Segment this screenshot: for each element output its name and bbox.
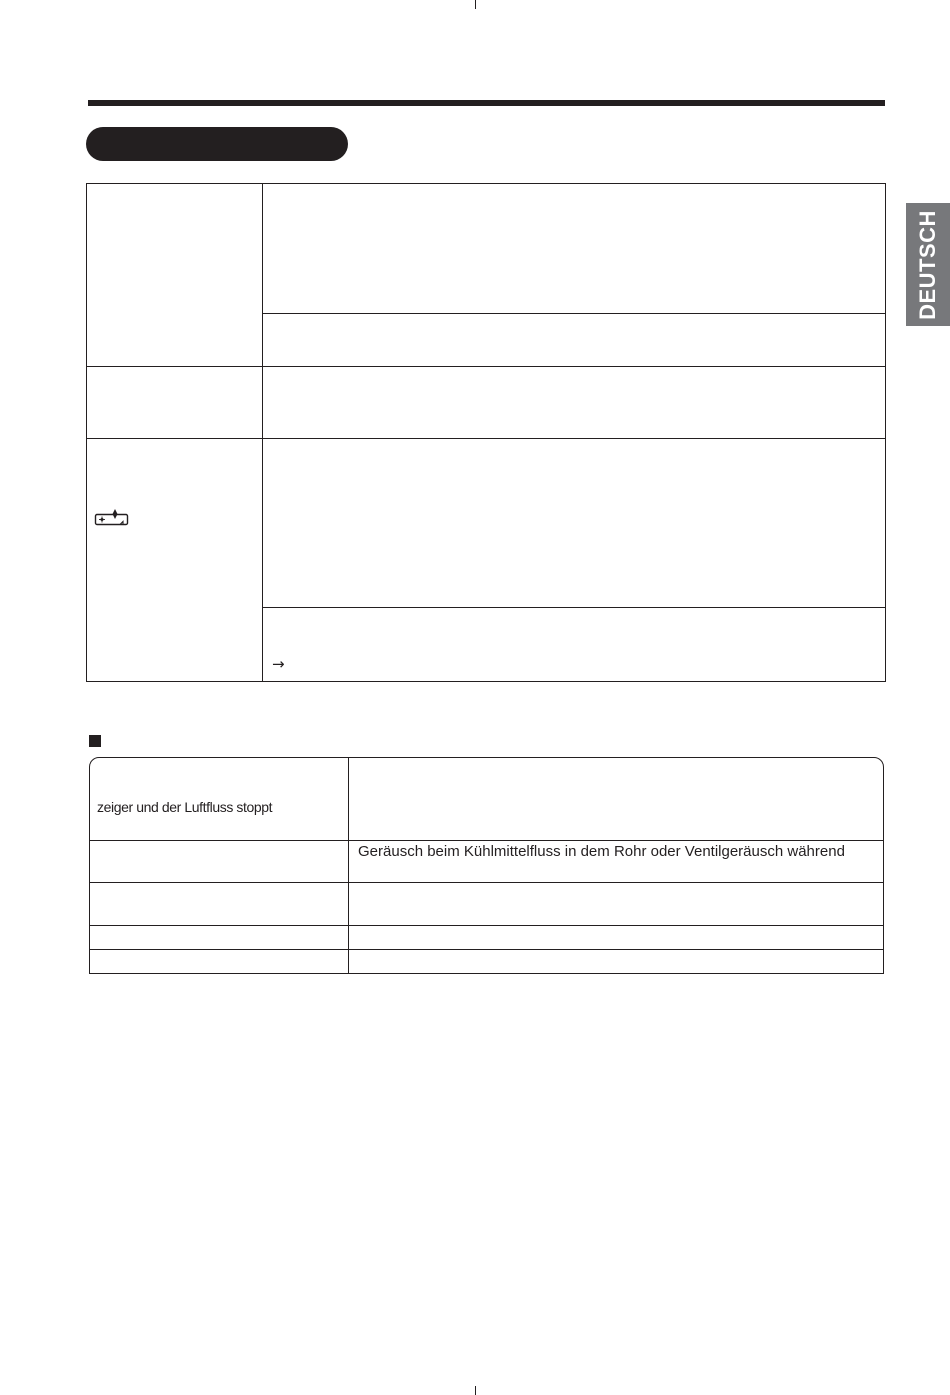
notes-row2-right-text: Geräusch beim Kühlmittelfluss in dem Rohr oder Ventilgeräusch während — [358, 843, 845, 860]
notes-table — [89, 757, 884, 974]
notes-row1-left-text: zeiger und der Luftfluss stoppt — [97, 799, 273, 815]
notes-table-row-divider-4 — [90, 949, 883, 950]
square-bullet — [89, 735, 101, 747]
cool-mode-icon — [94, 508, 130, 528]
crop-mark-top — [475, 0, 476, 9]
crop-mark-bottom — [475, 1386, 476, 1395]
info-table-subrow-divider-1 — [263, 313, 885, 314]
language-tab-label: DEUTSCH — [915, 209, 940, 320]
info-table-subrow-divider-2 — [263, 607, 885, 608]
info-table-row-divider-1 — [87, 366, 885, 367]
notes-table-row-divider-2 — [90, 882, 883, 883]
notes-table-column-divider — [348, 757, 349, 974]
notes-table-row-divider-1 — [90, 840, 883, 841]
section-heading-bar — [86, 127, 348, 161]
info-table-row-divider-2 — [87, 438, 885, 439]
language-tab — [906, 203, 950, 326]
arrow-right-icon: → — [272, 655, 285, 673]
notes-table-row-divider-3 — [90, 925, 883, 926]
header-rule — [88, 100, 885, 106]
